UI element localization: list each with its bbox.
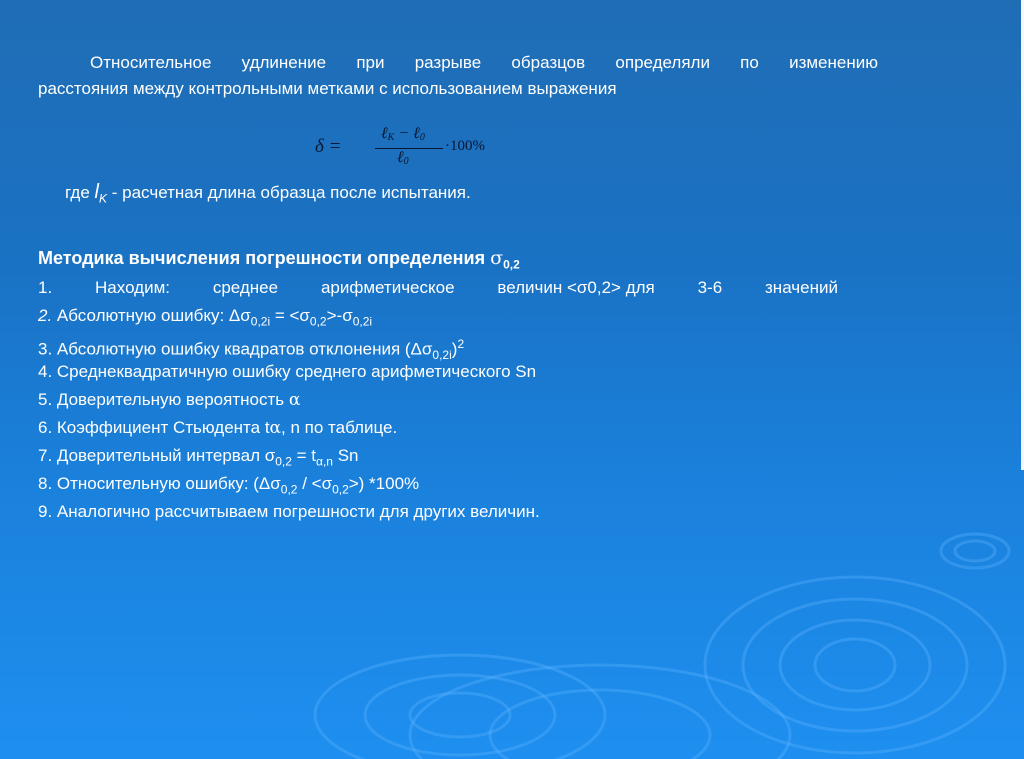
- elongation-formula: [315, 125, 505, 175]
- steps-list: [38, 277, 838, 529]
- step-7: 7. Доверительный интервал $\sigma_{0,2} = t_{\alpha,n}$ Sn: [38, 446, 359, 469]
- formula-multiplier: ·100%: [445, 138, 485, 154]
- step-2: 2. Абсолютную ошибку: $\Delta\sigma_{0,2i} = <\sigma_{0,2}>-\sigma_{0,2i}$: [38, 306, 373, 329]
- step-1: 1. Находим: среднее арифметическое величин <σ0,2> для 3-6 значений: [38, 277, 838, 305]
- formula-denominator: ℓ$_0$: [397, 149, 409, 167]
- fraction-bar: [375, 148, 443, 149]
- step-6: 6. Коэффициент Стьюдента tα, n по таблице.: [38, 418, 398, 438]
- formula-lhs: δ =: [315, 136, 342, 157]
- intro-paragraph: [38, 50, 878, 102]
- step-3: 3. Абсолютную ошибку квадратов отклонения $(\Delta\sigma_{0,2i})^2$: [38, 337, 465, 363]
- intro-line-2: расстояния между контрольными метками с использованием выражения: [38, 79, 617, 98]
- step-8: 8. Относительную ошибку: $(\Delta\sigma_{0,2} / <\sigma_{0,2}>)$ *100%: [38, 474, 420, 497]
- step-9: 9. Аналогично рассчитываем погрешности для других величин.: [38, 502, 540, 521]
- step-1-sigma-mean: величин <σ0,2> для: [497, 278, 655, 297]
- step-5: 5. Доверительную вероятность α: [38, 390, 301, 410]
- where-note: где $l_K$ - расчетная длина образца после испытания.: [65, 181, 471, 206]
- step-4: 4. Среднеквадратичную ошибку среднего арифметического Sn: [38, 362, 537, 381]
- method-heading: Методика вычисления погрешности определения $\sigma_{0,2}$: [38, 247, 520, 272]
- formula-numerator: ℓ$_K$ − ℓ$_0$: [381, 125, 425, 143]
- intro-line-1: Относительное удлинение при разрыве образцов определяли по изменению: [90, 53, 878, 72]
